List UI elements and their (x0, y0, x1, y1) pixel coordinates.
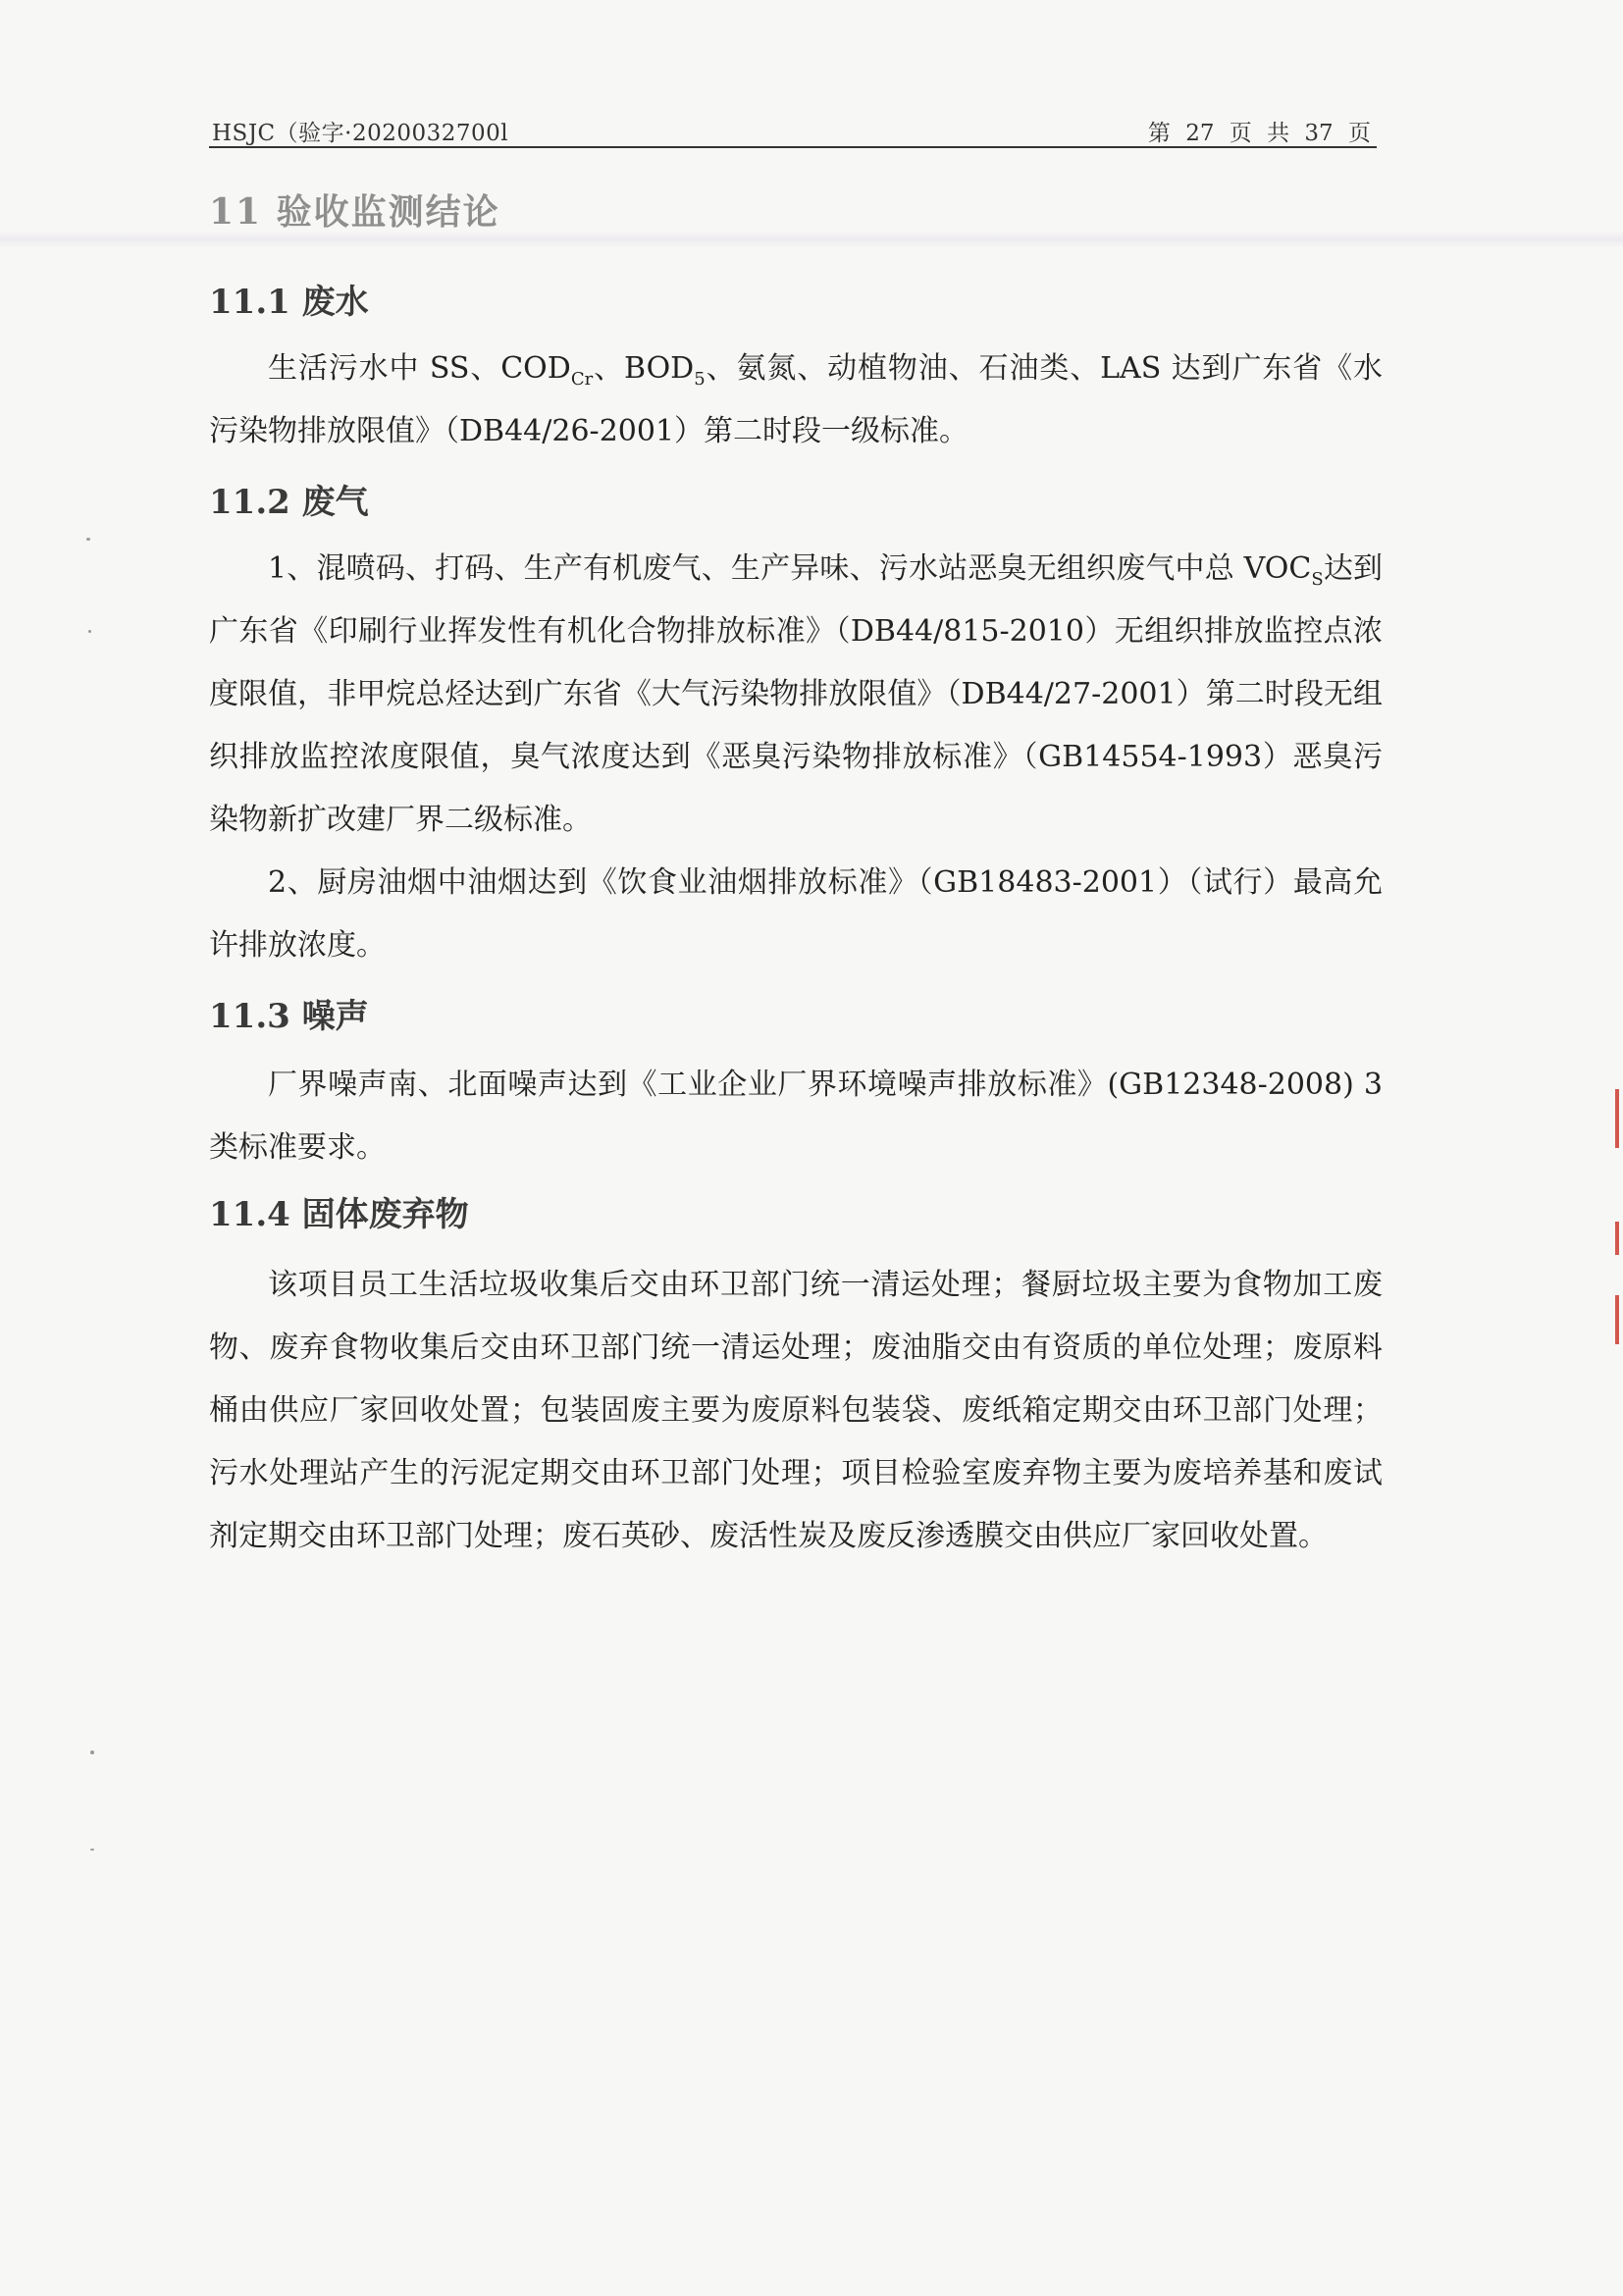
scan-edge-mark (1615, 1295, 1619, 1344)
report-number: HSJC（验字·2020032700l (212, 121, 509, 146)
page-number: 第 27 页 共 37 页 (1147, 121, 1371, 146)
scan-edge-mark (1615, 1089, 1619, 1148)
subsection-title-exhaust-gas: 11.2 废气 (209, 483, 369, 522)
section-title: 11 验收监测结论 (209, 191, 500, 233)
scan-edge-mark (1615, 1222, 1619, 1255)
subsection-title-solid-waste: 11.4 固体废弃物 (209, 1195, 469, 1234)
scan-speck (90, 1849, 94, 1851)
scan-speck (88, 630, 91, 633)
scan-speck (86, 538, 90, 541)
subsection-title-noise: 11.3 噪声 (209, 997, 369, 1036)
paragraph-solid-waste: 该项目员工生活垃圾收集后交由环卫部门统一清运处理；餐厨垃圾主要为食物加工废物、废弃食物收集后交由环卫部门统一清运处理；废油脂交由有资质的单位处理；废原料桶由供应厂家回收处置；包装固废主要为废原料包装袋、废纸箱定期交由环卫部门处理；污水处理站产生的污泥定期交由环卫部门处理；项目检验室废弃物主要为废培养基和废试剂定期交由环卫部门处理；废石英砂、废活性炭及废反渗透膜交由供应厂家回收处置。 (209, 1268, 1383, 1553)
page-header (209, 113, 1377, 148)
scan-speck (90, 1750, 94, 1754)
paragraph-exhaust-gas-2: 2、厨房油烟中油烟达到《饮食业油烟排放标准》（GB18483-2001）（试行）最高允许排放浓度。 (209, 865, 1384, 963)
paragraph-noise: 厂界噪声南、北面噪声达到《工业企业厂界环境噪声排放标准》(GB12348-2008) 3 类标准要求。 (209, 1068, 1383, 1165)
paragraph-wastewater: 生活污水中 SS、$COD_{Cr}$、$BOD_5$、氨氮、动植物油、石油类、LAS 达到广东省《水污染物排放限值》（DB44/26-2001）第二时段一级标准。 (209, 351, 1383, 448)
paragraph-exhaust-gas-1: 1、混喷码、打码、生产有机废气、生产异味、污水站恶臭无组织废气中总 $VOC_S$达到广东省《印刷行业挥发性有机化合物排放标准》（DB44/815-2010）无组织排放监控点浓度限值，非甲烷总烃达到广东省《大气污染物排放限值》（DB44/27-2001）第二时段无组织排放监控浓度限值，臭气浓度达到《恶臭污染物排放标准》（GB14554-1993）恶臭污染物新扩改建厂界二级标准。 (209, 551, 1384, 837)
subsection-title-wastewater: 11.1 废水 (209, 283, 369, 322)
